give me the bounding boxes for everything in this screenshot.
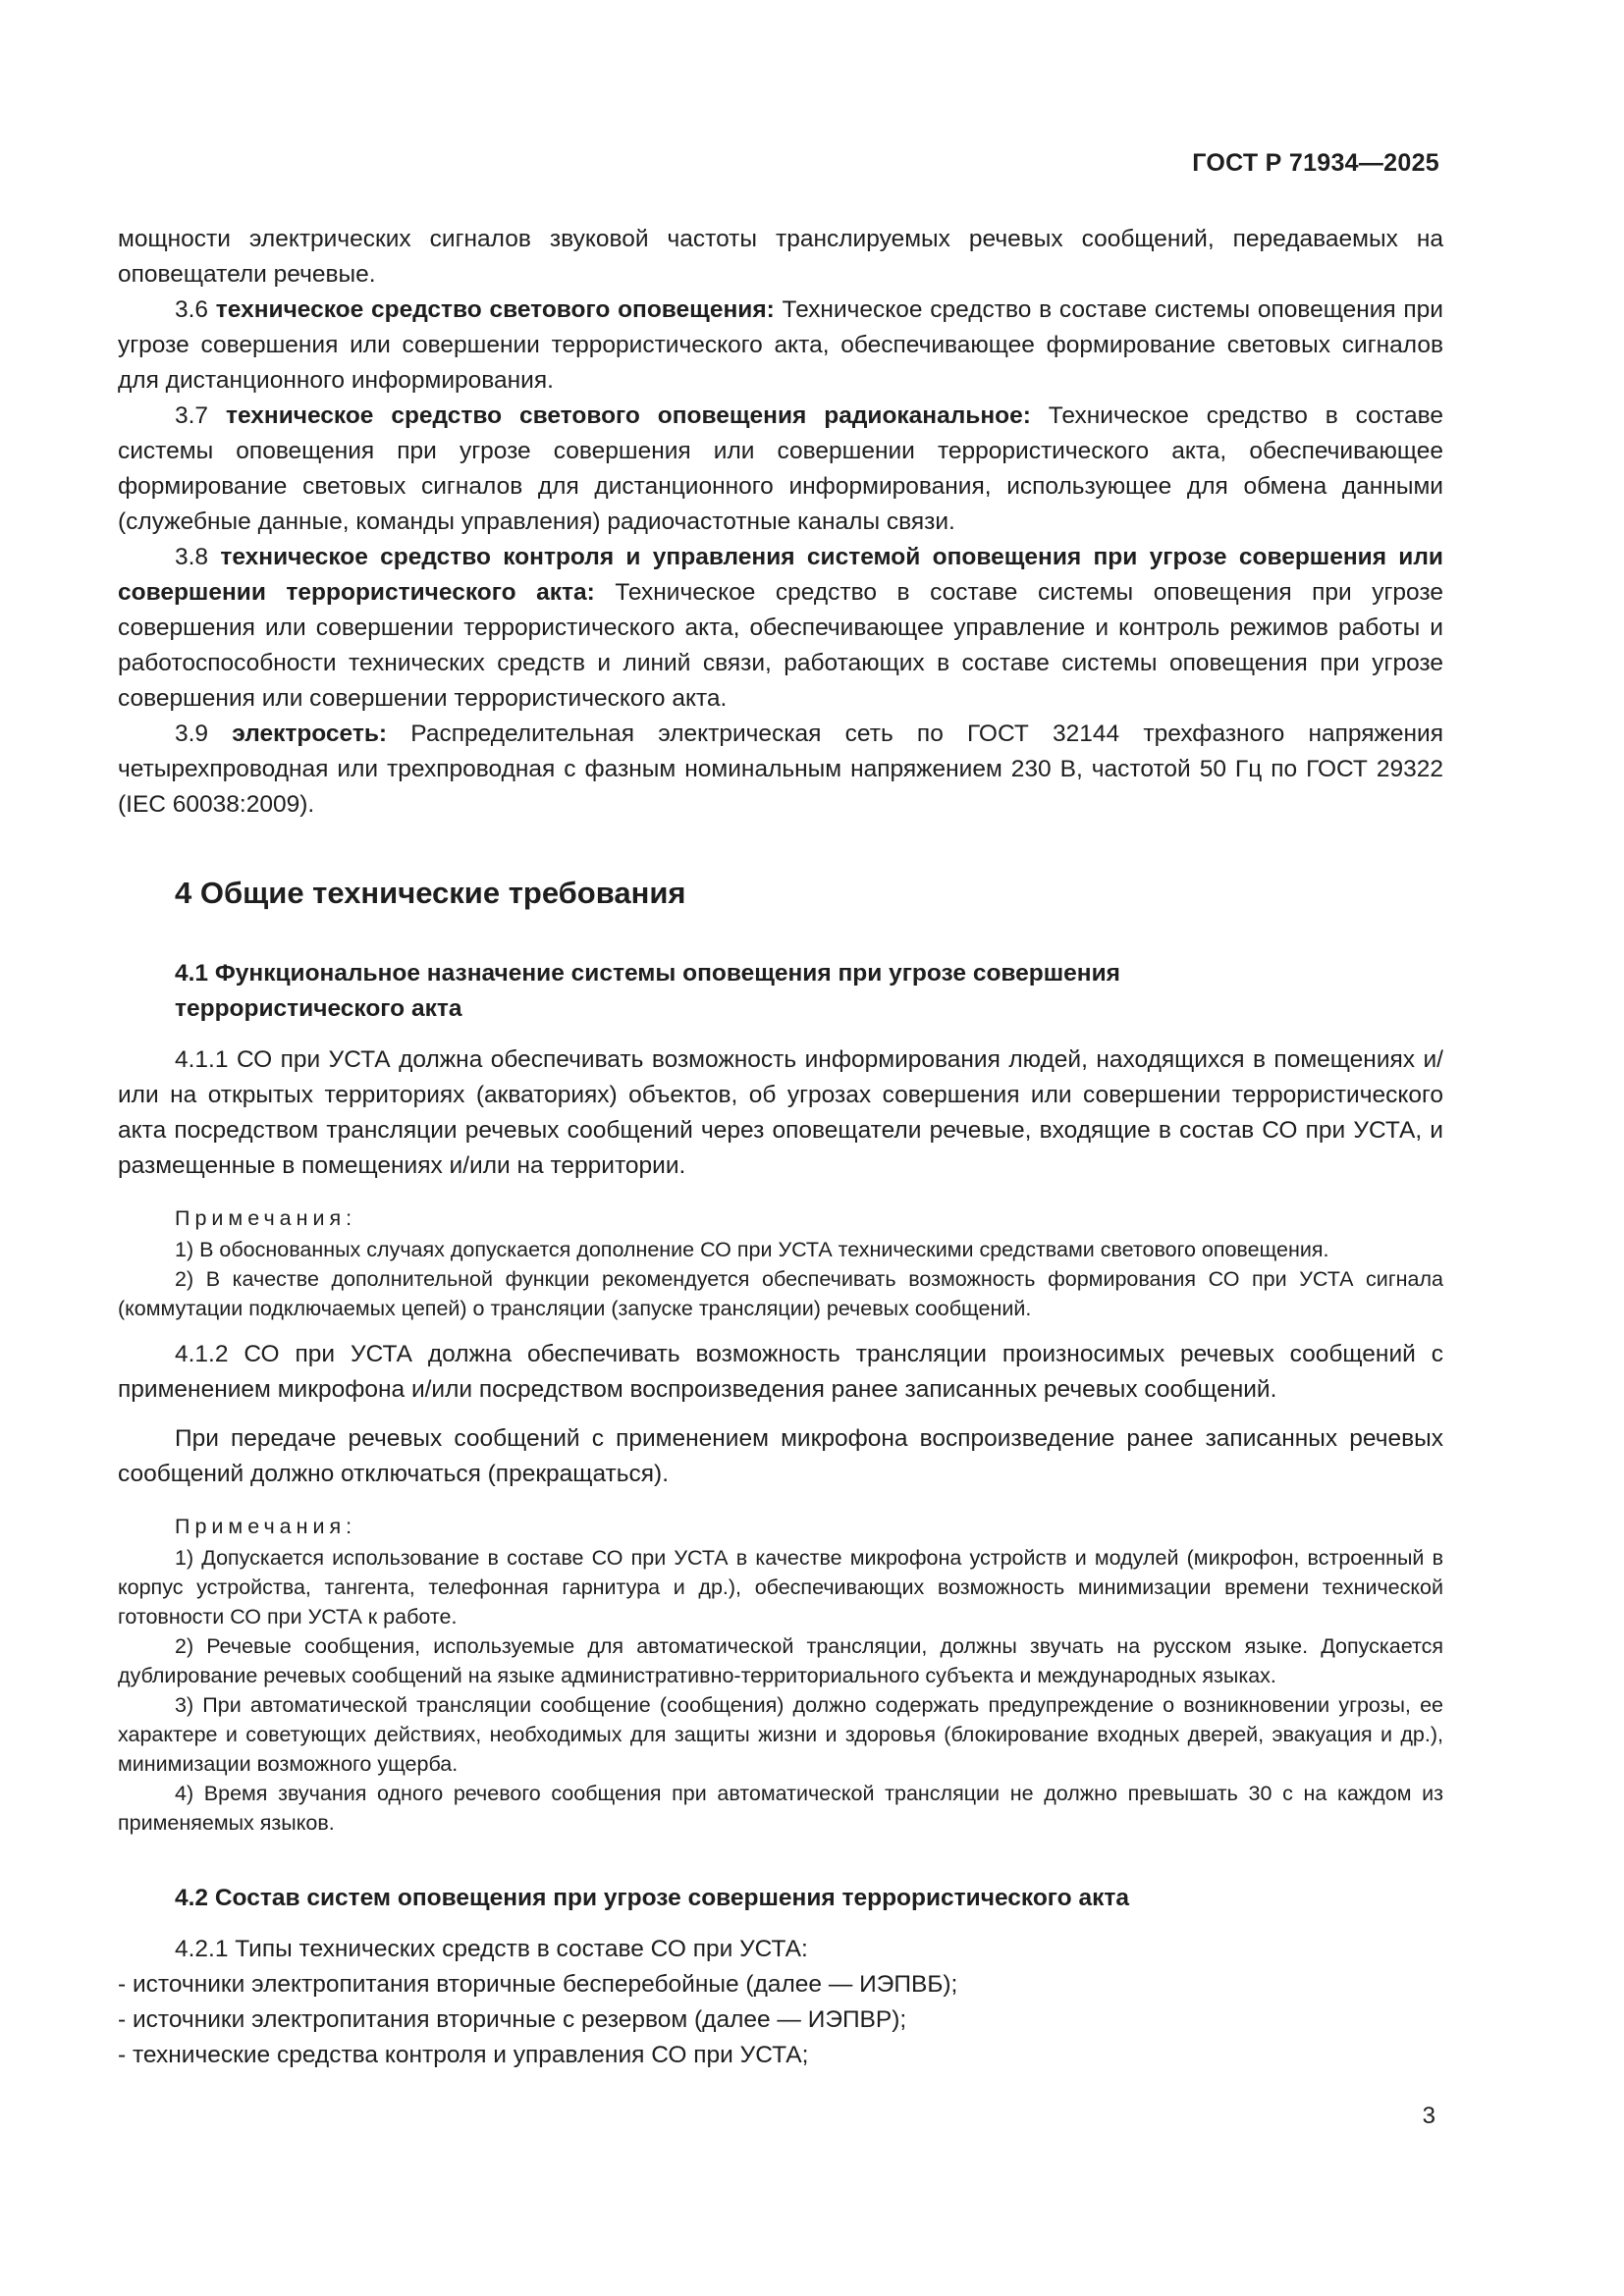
paragraph-4-1-2-continued: При передаче речевых сообщений с применением микрофона воспроизведение ранее записанных речевых сообщений должно отключаться (прекращаться).	[118, 1425, 1443, 1487]
definition-number: 3.6	[175, 296, 209, 323]
definition-number: 3.7	[175, 402, 209, 429]
definition-text: Техническое средство в составе системы оповещения при угрозе совершения или совершении террористического акта, обеспечивающее управление и контроль режимов работы и работоспособности технических средств и линий связи, работающих в составе системы оповещения при угрозе совершения или совершении террористического акта.	[118, 579, 1443, 712]
section-4-title: 4 Общие технические требования	[175, 876, 686, 910]
spacer	[118, 1323, 1443, 1337]
list-item: - источники электропитания вторичные бесперебойные (далее — ИЭПВБ);	[118, 1971, 958, 1998]
continued-paragraph: мощности электрических сигналов звуковой частоты транслируемых речевых сообщений, передаваемых на оповещатели речевые.	[118, 226, 1443, 288]
note-item: 3) При автоматической трансляции сообщение (сообщения) должно содержать предупреждение о возникновении угрозы, ее характере и советующих действиях, необходимых для защиты жизни и здоровья (блокирование входных дверей, эвакуация и др.), минимизации возможного ущерба.	[118, 1693, 1443, 1776]
definition-text: Техническое средство в составе системы оповещения при угрозе совершения или совершении террористического акта, обеспечивающее формирование световых сигналов для дистанционного информирования.	[118, 296, 1443, 394]
paragraph-4-1-1: 4.1.1 СО при УСТА должна обеспечивать возможность информирования людей, находящихся в помещениях и/или на открытых территориях (акваториях) объектов, об угрозах совершения или совершении террористического акта посредством трансляции речевых сообщений через оповещатели речевые, входящие в состав СО при УСТА, и размещенные в помещениях и/или на территории.	[118, 1046, 1443, 1179]
list-item: - источники электропитания вторичные с резервом (далее — ИЭПВР);	[118, 2006, 907, 2033]
definition-term: техническое средство светового оповещения радиоканальное:	[225, 402, 1031, 429]
list-item: - технические средства контроля и управления СО при УСТА;	[118, 2042, 809, 2068]
subsection-4-2-title: 4.2 Состав систем оповещения при угрозе совершения террористического акта	[175, 1885, 1129, 1911]
page-content	[118, 222, 1443, 2073]
definition-text: Распределительная электрическая сеть по ГОСТ 32144 трехфазного напряжения четырехпроводная или трехпроводная с фазным номинальным напряжением 230 В, частотой 50 Гц по ГОСТ 29322 (IEC 60038:2009).	[118, 721, 1443, 818]
subsection-4-1-title	[175, 956, 1443, 1027]
definition-term: техническое средство контроля и управления системой оповещения при угрозе совершения или совершении террористического акта:	[118, 544, 1443, 606]
definition-3-9	[118, 717, 1443, 823]
definition-term: электросеть:	[232, 721, 388, 747]
note-item: 4) Время звучания одного речевого сообщения при автоматической трансляции не должно превышать 30 с на каждом из применяемых языков.	[118, 1782, 1443, 1835]
definition-term: техническое средство светового оповещения:	[215, 296, 775, 323]
notes-heading: Примечания:	[175, 1515, 357, 1538]
note-item: 1) Допускается использование в составе СО при УСТА в качестве микрофона устройств и модулей (микрофон, встроенный в корпус устройства, тангента, телефонная гарнитура и др.), обеспечивающих возможность минимизации времени технической готовности СО при УСТА к работе.	[118, 1546, 1443, 1629]
subsection-title-line-1: 4.1 Функциональное назначение системы оповещения при угрозе совершения	[175, 960, 1120, 987]
document-header-id: ГОСТ Р 71934—2025	[1192, 149, 1439, 177]
definition-3-8	[118, 540, 1443, 717]
notes-heading: Примечания:	[175, 1206, 357, 1230]
definition-number: 3.9	[175, 721, 209, 747]
note-item: 2) В качестве дополнительной функции рекомендуется обеспечивать возможность формирования СО при УСТА сигнала (коммутации подключаемых цепей) о трансляции (запуске трансляции) речевых сообщений.	[118, 1267, 1443, 1320]
spacer	[118, 1408, 1443, 1421]
paragraph-4-2-1: 4.2.1 Типы технических средств в составе СО при УСТА:	[175, 1936, 808, 1962]
paragraph-4-1-2: 4.1.2 СО при УСТА должна обеспечивать возможность трансляции произносимых речевых сообщений с применением микрофона и/или посредством воспроизведения ранее записанных речевых сообщений.	[118, 1341, 1443, 1403]
page-number: 3	[1422, 2103, 1435, 2129]
definition-text: Техническое средство в составе системы оповещения при угрозе совершения или совершении террористического акта, обеспечивающее формирование световых сигналов для дистанционного информирования, использующее для обмена данными (служебные данные, команды управления) радиочастотные каналы связи.	[118, 402, 1443, 535]
note-item: 2) Речевые сообщения, используемые для автоматической трансляции, должны звучать на русском языке. Допускается дублирование речевых сообщений на языке административно-территориального субъекта и международных языках.	[118, 1634, 1443, 1687]
definition-3-7	[118, 399, 1443, 540]
definition-number: 3.8	[175, 544, 209, 570]
subsection-title-line-2: террористического акта	[175, 995, 462, 1022]
definition-3-6	[118, 293, 1443, 399]
note-item: 1) В обоснованных случаях допускается дополнение СО при УСТА техническими средствами светового оповещения.	[175, 1238, 1329, 1261]
